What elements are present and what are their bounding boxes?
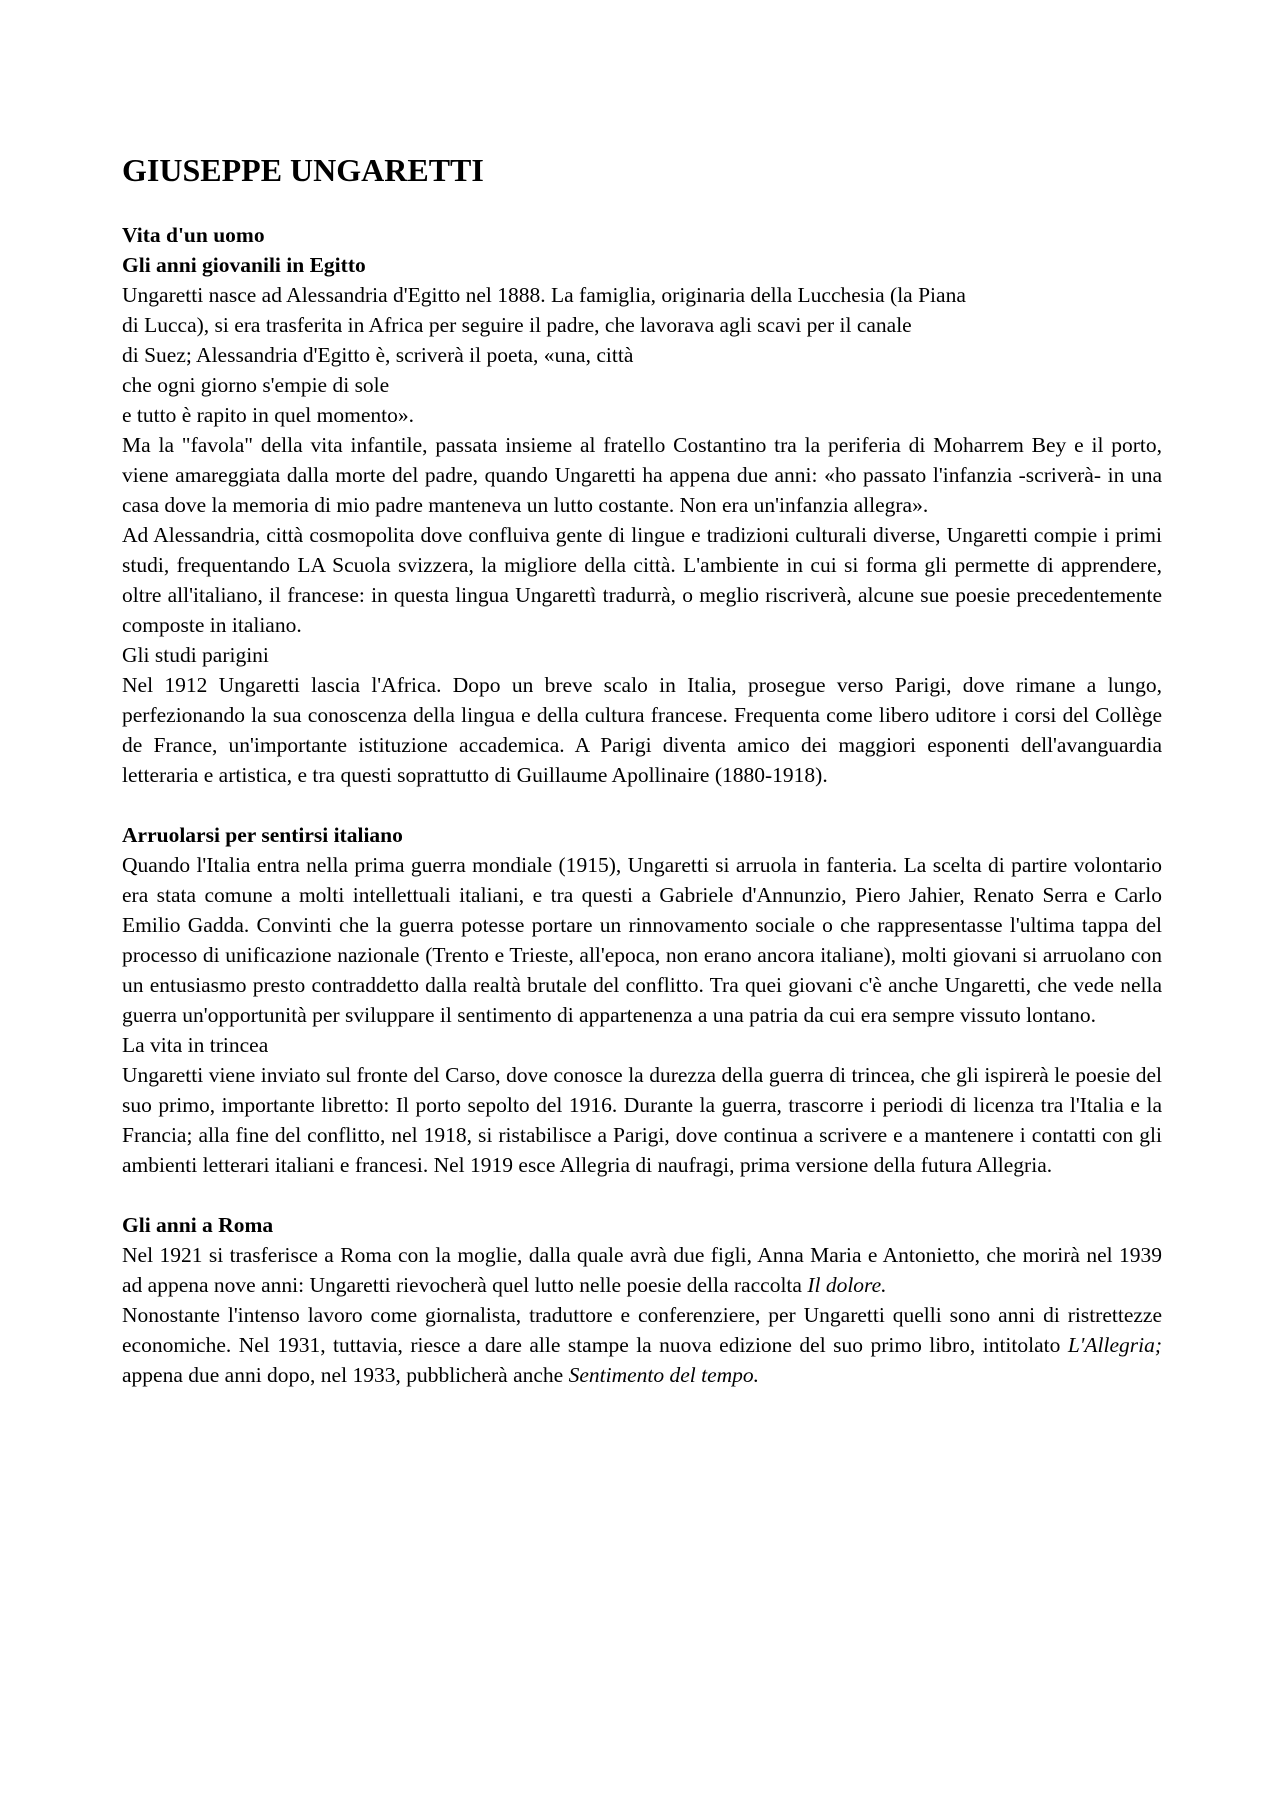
paragraph: [122, 1300, 1162, 1390]
text-line: e tutto è rapito in quel momento».: [122, 403, 414, 427]
section-heading: Gli anni a Roma: [122, 1213, 274, 1237]
paragraph: Ungaretti viene inviato sul fronte del Carso, dove conosce la durezza della guerra di trincea, che gli ispirerà le poesie del suo primo, importante libretto: Il porto sepolto del 1916. Durante la guerra, trascorre i periodi di licenza tra l'Italia e la Francia; alla fine del conflitto, nel 1918, si ristabilisce a Parigi, dove continua a scrivere e a mantenere i contatti con gli ambienti letterari italiani e francesi. Nel 1919 esce Allegria di naufragi, prima versione della futura Allegria.: [122, 1063, 1162, 1177]
subheading-plain: Gli studi parigini: [122, 643, 269, 667]
book-title: L'Allegria;: [1067, 1333, 1162, 1357]
paragraph: Ma la "favola" della vita infantile, passata insieme al fratello Costantino tra la periferia di Moharrem Bey e il porto, viene amareggiata dalla morte del padre, quando Ungaretti ha appena due anni: «ho passato l'infanzia -scriverà- in una casa dove la memoria di mio padre manteneva un lutto costante. Non era un'infanzia allegra».: [122, 433, 1162, 517]
paragraph-text: appena due anni dopo, nel 1933, pubblicherà anche: [122, 1363, 564, 1387]
text-line: Ungaretti nasce ad Alessandria d'Egitto nel 1888. La famiglia, originaria della Lucchesia (la Piana: [122, 283, 966, 307]
book-title: Il dolore.: [807, 1273, 887, 1297]
section-heading: Arruolarsi per sentirsi italiano: [122, 823, 403, 847]
text-line: di Lucca), si era trasferita in Africa per seguire il padre, che lavorava agli scavi per il canale: [122, 313, 912, 337]
spacer: [122, 790, 1162, 820]
paragraph: Ad Alessandria, città cosmopolita dove confluiva gente di lingue e tradizioni culturali diverse, Ungaretti compie i primi studi, frequentando LA Scuola svizzera, la migliore della città. L'ambiente in cui si forma gli permette di apprendere, oltre all'italiano, il francese: in questa lingua Ungarettì tradurrà, o meglio riscriverà, alcune sue poesie precedentemente composte in italiano.: [122, 523, 1162, 637]
paragraph: Nel 1912 Ungaretti lascia l'Africa. Dopo un breve scalo in Italia, prosegue verso Parigi, dove rimane a lungo, perfezionando la sua conoscenza della lingua e della cultura francese. Frequenta come libero uditore i corsi del Collège de France, un'importante istituzione accademica. A Parigi diventa amico dei maggiori esponenti dell'avanguardia letteraria e artistica, e tra questi soprattutto di Guillaume Apollinaire (1880-1918).: [122, 673, 1162, 787]
text-line: di Suez; Alessandria d'Egitto è, scriverà il poeta, «una, città: [122, 343, 634, 367]
section-subheading: Gli anni giovanili in Egitto: [122, 253, 366, 277]
document-page: [122, 150, 1162, 1390]
section-heading: Vita d'un uomo: [122, 223, 265, 247]
subheading-plain: La vita in trincea: [122, 1033, 269, 1057]
paragraph-text: Nonostante l'intenso lavoro come giornalista, traduttore e conferenziere, per Ungaretti quelli sono anni di ristrettezze economiche. Nel 1931, tuttavia, riesce a dare alle stampe la nuova edizione del suo primo libro, intitolato: [122, 1303, 1162, 1357]
book-title: Sentimento del tempo.: [568, 1363, 760, 1387]
spacer: [122, 1180, 1162, 1210]
paragraph: [122, 1240, 1162, 1300]
paragraph: Quando l'Italia entra nella prima guerra mondiale (1915), Ungaretti si arruola in fanteria. La scelta di partire volontario era stata comune a molti intellettuali italiani, e tra questi a Gabriele d'Annunzio, Piero Jahier, Renato Serra e Carlo Emilio Gadda. Convinti che la guerra potesse portare un rinnovamento sociale o che rappresentasse l'ultima tappa del processo di unificazione nazionale (Trento e Trieste, all'epoca, non erano ancora italiane), molti giovani si arruolano con un entusiasmo presto contraddetto dalla realtà brutale del conflitto. Tra quei giovani c'è anche Ungaretti, che vede nella guerra un'opportunità per sviluppare il sentimento di appartenenza a una patria da cui era sempre vissuto lontano.: [122, 853, 1162, 1027]
paragraph-text: Nel 1921 si trasferisce a Roma con la moglie, dalla quale avrà due figli, Anna Maria e Antonietto, che morirà nel 1939 ad appena nove anni: Ungaretti rievocherà quel lutto nelle poesie della raccolta: [122, 1243, 1162, 1297]
document-title: GIUSEPPE UNGARETTI: [122, 152, 484, 188]
text-line: che ogni giorno s'empie di sole: [122, 373, 390, 397]
